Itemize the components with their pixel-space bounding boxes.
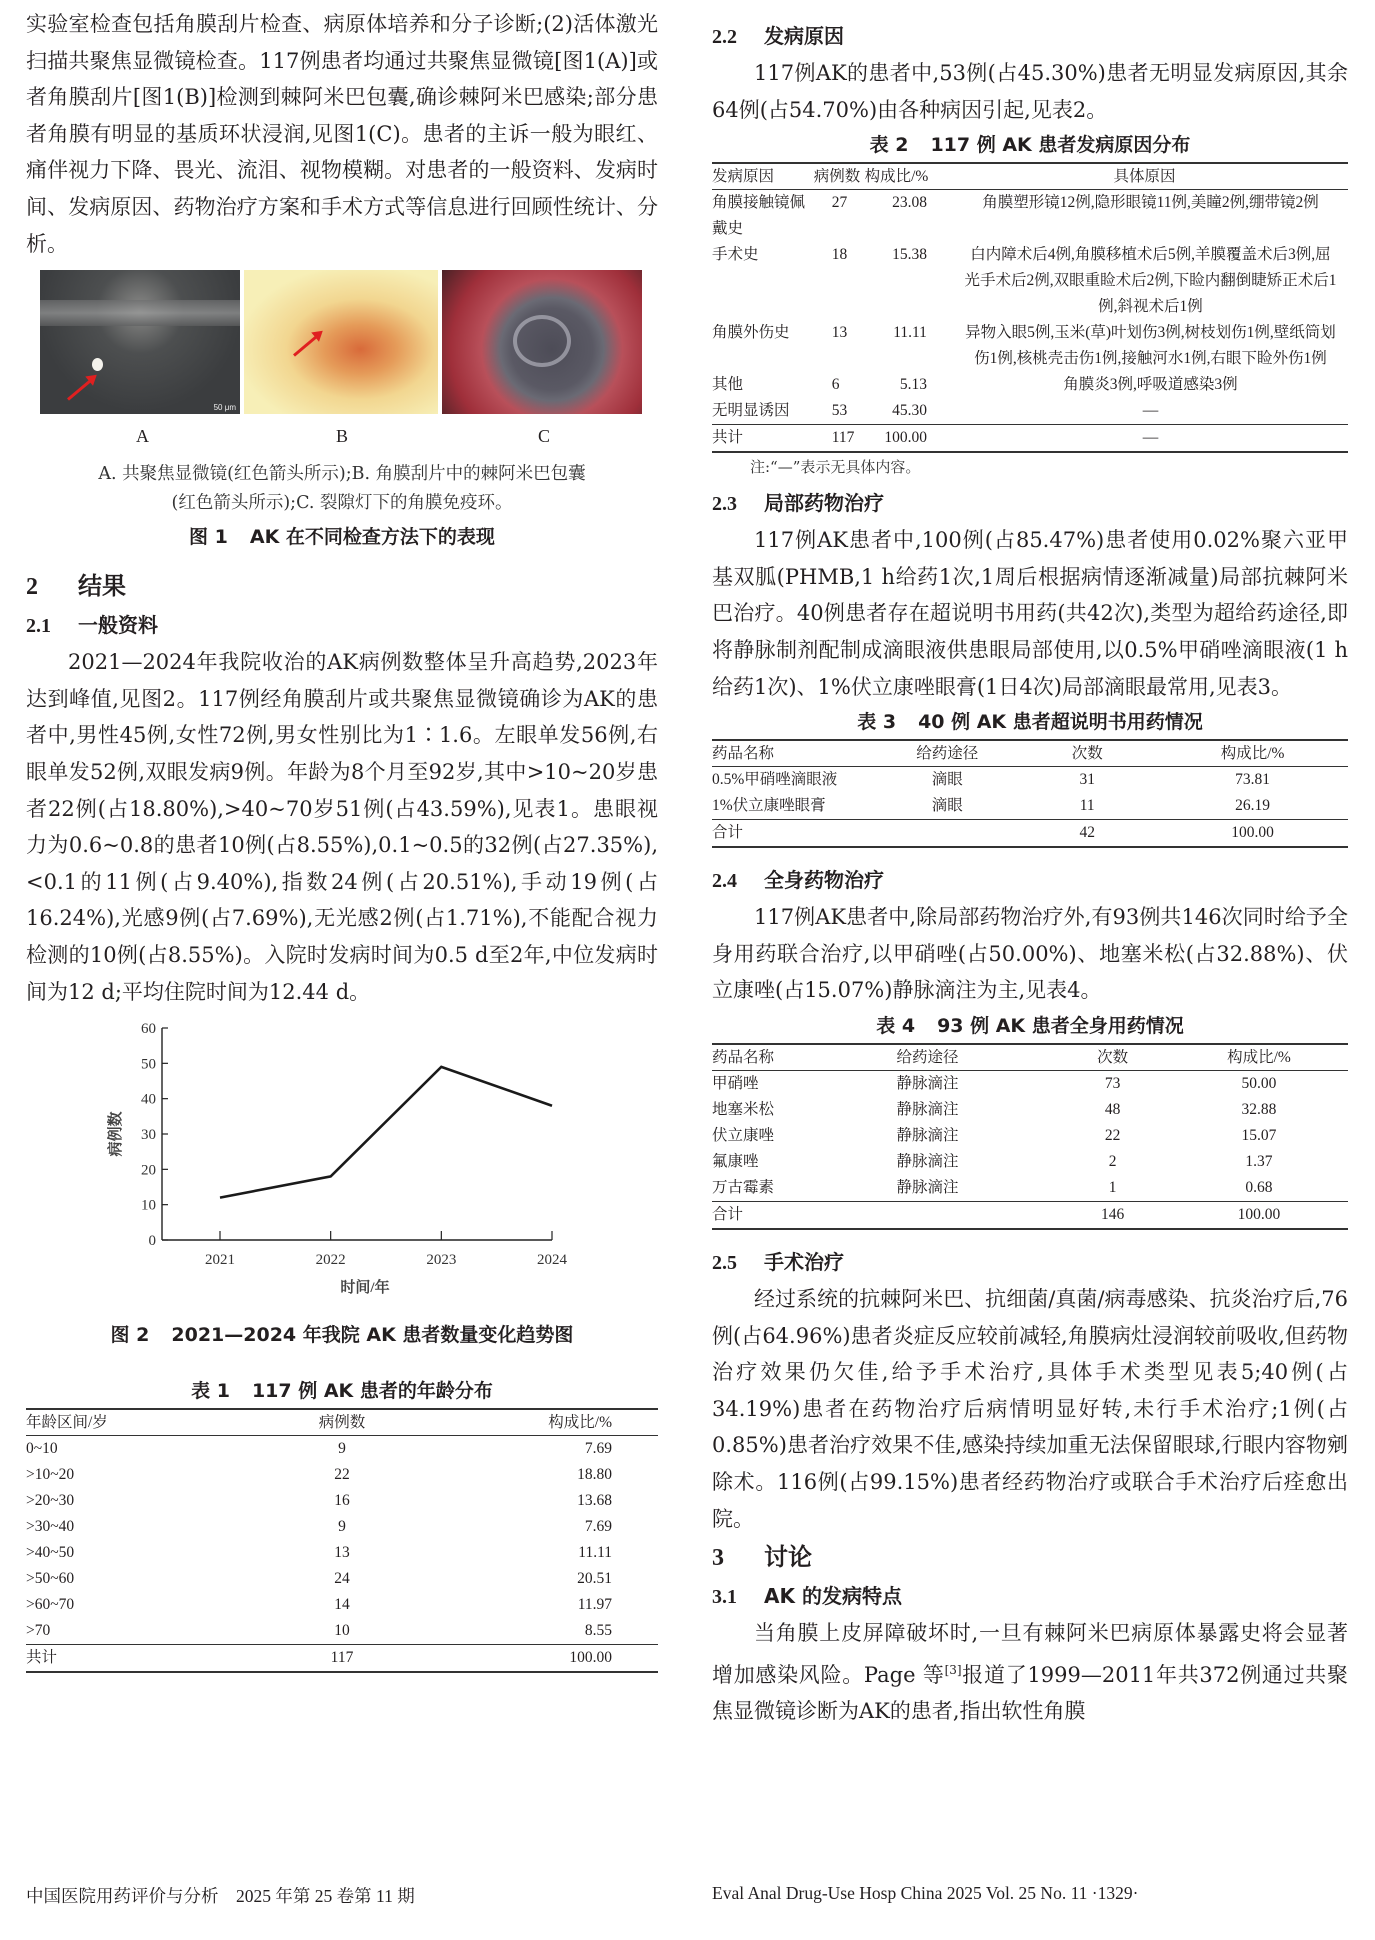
cell-drug: 合计 [712, 824, 744, 842]
cell-route: 静脉滴注 [896, 1152, 959, 1170]
table-1-caption [26, 1374, 658, 1408]
cell-route: 滴眼 [931, 797, 963, 815]
scale-bar: 50 μm [213, 403, 236, 413]
section-2-heading [26, 566, 658, 607]
cyst-marker [92, 358, 103, 371]
header-drug: 药品名称 [712, 745, 775, 763]
cell-percent: 13.68 [577, 1492, 612, 1510]
red-arrow-icon [67, 377, 95, 401]
cell-percent: 7.69 [584, 1518, 612, 1536]
cell-cause: 角膜外伤史 [712, 324, 790, 342]
figure-1-caption-text: AK 在不同检查方法下的表现 [249, 526, 495, 549]
figure-1 [26, 270, 658, 416]
x-tick-label: 2022 [315, 1252, 346, 1269]
table-row [712, 190, 1348, 243]
table-1-caption-num: 表 1 [191, 1380, 230, 1403]
cell-drug: 合计 [712, 1205, 744, 1223]
series-line [220, 1067, 552, 1198]
citation-link[interactable]: [3] [944, 1662, 962, 1677]
x-axis-label: 时间/年 [340, 1280, 390, 1297]
section-number: 2.2 [712, 26, 737, 48]
footer-journal-en: Eval Anal Drug-Use Hosp China 2025 Vol. 25 No. 11 ·1329· [712, 1883, 1139, 1903]
figure-2-caption-text: 2021—2024 年我院 AK 患者数量变化趋势图 [171, 1324, 574, 1347]
cell-percent: 11.11 [578, 1544, 612, 1562]
section-title: 发病原因 [764, 24, 844, 48]
table-4-caption [712, 1009, 1348, 1043]
cell-drug: 0.5%甲硝唑滴眼液 [712, 771, 838, 789]
table-row [712, 320, 1348, 372]
red-arrow-icon [293, 333, 321, 357]
section-title: 全身药物治疗 [764, 868, 884, 893]
cell-specific-cause: — [1142, 429, 1159, 447]
cell-cases: 6 [831, 376, 840, 394]
table-row [712, 1123, 1348, 1149]
header-percent: 构成比/% [864, 168, 929, 186]
table-4-systemic [712, 1043, 1348, 1230]
header-percent: 构成比/% [1220, 745, 1285, 763]
figure-1a-confocal-image [40, 270, 240, 414]
table-4-caption-num: 表 4 [876, 1014, 916, 1037]
panel-label-c: C [538, 426, 551, 447]
header-route: 给药途径 [916, 745, 979, 763]
figure-1-caption-num: 图 1 [189, 526, 228, 549]
table-2-caption-num: 表 2 [869, 134, 909, 157]
table-4-caption-text: 93 例 AK 患者全身用药情况 [937, 1014, 1184, 1037]
cell-cases: 117 [330, 1649, 354, 1667]
paragraph-3-1 [712, 1615, 1348, 1730]
cell-specific-cause: 角膜炎3例,呼吸道感染3例 [1063, 376, 1238, 394]
paragraph-2-1: 2021—2024年我院收治的AK病例数整体呈升高趋势,2023年达到峰值,见图2。117例经角膜刮片或共聚焦显微镜确诊为AK的患者中,男性45例,女性72例,男女性别比为1∶1.6。左眼单发56例,右眼单发52例,双眼发病9例。年龄为8个月至92岁,其中>10~20岁患者22例(占18.80%),>40~70岁51例(占43.59%),见表1。患眼视力为0.6~0.8的患者10例(占8.55%),0.1~0.5的32例(占27.35%),<0.1的11例(占9.40%),指数24例(占20.51%),手动19例(占16.24%),光感9例(占7.69%),无光感2例(占1.71%),不能配合视力检测的10例(占8.55%)。入院时发病时间为0.5 d至2年,中位发病时间为12 d;平均住院时间为12.44 d。 [26, 650, 658, 1004]
y-tick-label: 50 [141, 1056, 156, 1073]
cell-route: 滴眼 [931, 771, 963, 789]
header-count: 次数 [1097, 1048, 1129, 1066]
cell-age-range: >70 [26, 1622, 51, 1640]
figure-1b-scraping-image [244, 270, 438, 414]
cell-percent: 100.00 [884, 429, 927, 447]
section-number: 2.1 [26, 615, 51, 638]
cell-count: 31 [1079, 771, 1095, 789]
table-3-caption [712, 705, 1348, 739]
cell-drug: 地塞米松 [712, 1100, 775, 1118]
paragraph-2-5: 经过系统的抗棘阿米巴、抗细菌/真菌/病毒感染、抗炎治疗后,76例(占64.96%)患者炎症反应较前减轻,角膜病灶浸润较前吸收,但药物治疗效果仍欠佳,给予手术治疗,具体手术类型见表5;40例(占34.19%)患者在药物治疗后病情明显好转,未行手术治疗;1例(占0.85%)患者治疗效果不佳,感染持续加重无法保留眼球,行眼内容物剜除术。116例(占99.15%)患者经药物治疗或联合手术治疗后痊愈出院。 [712, 1286, 1348, 1531]
cell-percent: 8.55 [584, 1622, 612, 1640]
cell-cases: 13 [831, 324, 848, 342]
section-3-1-heading [712, 1578, 1348, 1615]
cell-cause: 共计 [712, 429, 744, 447]
paragraph-text: 报道了1999—2011年共372例通过共聚焦显微镜诊断为AK的患者,指出软性角膜 [712, 1662, 1348, 1724]
y-axis-label: 病例数 [108, 1111, 124, 1157]
cell-percent: 7.69 [584, 1440, 612, 1458]
y-tick-label: 20 [141, 1162, 156, 1179]
table-row [26, 1618, 658, 1645]
section-title: 讨论 [764, 1543, 812, 1572]
y-tick-label: 40 [141, 1091, 156, 1108]
table-row [712, 242, 1348, 320]
cell-percent: 100.00 [1237, 1205, 1281, 1223]
cell-percent: 0.68 [1245, 1178, 1273, 1196]
cell-specific-cause: 异物入眼5例,玉米(草)叶划伤3例,树枝划伤1例,壁纸筒划伤1例,核桃壳击伤1例,接触河水1例,右眼下睑外伤1例 [965, 324, 1336, 368]
section-3-heading [712, 1537, 1348, 1578]
figure-2-caption-num: 图 2 [110, 1324, 150, 1347]
cell-cases: 9 [338, 1518, 346, 1536]
cell-cases: 10 [334, 1622, 350, 1640]
header-cause: 发病原因 [712, 168, 775, 186]
cell-count: 146 [1101, 1205, 1125, 1223]
table-2-note: 注:“—”表示无具体内容。 [750, 458, 921, 477]
table-row [712, 372, 1348, 398]
cell-count: 48 [1104, 1100, 1121, 1118]
cell-cases: 22 [334, 1466, 350, 1484]
paragraph-2-2: 117例AK的患者中,53例(占45.30%)患者无明显发病原因,其余64例(占54.70%)由各种病因引起,见表2。 [712, 61, 1348, 122]
cell-drug: 伏立康唑 [712, 1126, 775, 1144]
right-column [712, 6, 1348, 1730]
section-2-5-heading [712, 1244, 1348, 1281]
cell-percent: 50.00 [1241, 1074, 1277, 1092]
table-2-causes [712, 162, 1348, 453]
cell-drug: 1%伏立康唑眼膏 [712, 797, 826, 815]
section-2-2-heading [712, 18, 1348, 55]
footer-journal-cn: 中国医院用药评价与分析 2025 年第 25 卷第 11 期 [26, 1886, 415, 1906]
table-row [712, 767, 1348, 794]
cell-percent: 73.81 [1235, 771, 1271, 789]
cell-cases: 27 [831, 194, 848, 212]
cell-age-range: >60~70 [26, 1596, 75, 1614]
cell-cause: 其他 [712, 376, 744, 394]
figure-1-panel-labels [26, 416, 658, 456]
cell-count: 42 [1079, 824, 1095, 842]
cell-specific-cause: 角膜塑形镜12例,隐形眼镜11例,美瞳2例,绷带镜2例 [982, 194, 1319, 212]
cell-percent: 1.37 [1245, 1152, 1273, 1170]
header-drug: 药品名称 [712, 1048, 775, 1066]
table-1-age-distribution [26, 1408, 658, 1673]
table-1-caption-text: 117 例 AK 患者的年龄分布 [251, 1380, 493, 1403]
cell-percent: 100.00 [569, 1649, 612, 1667]
figure-1-note-line2: (红色箭头所示);C. 裂隙灯下的角膜免疫环。 [171, 493, 513, 514]
figure-2-caption [26, 1318, 658, 1352]
cell-percent: 20.51 [577, 1570, 612, 1588]
table-row [712, 1070, 1348, 1097]
cell-percent: 32.88 [1241, 1100, 1277, 1118]
cell-cases: 18 [831, 246, 848, 264]
section-2-3-heading [712, 485, 1348, 522]
cell-percent: 100.00 [1231, 824, 1274, 842]
cell-count: 1 [1108, 1178, 1117, 1196]
cell-percent: 5.13 [899, 376, 927, 394]
table-header-row [712, 740, 1348, 767]
section-number: 3.1 [712, 1586, 737, 1609]
line-chart [26, 1014, 658, 1314]
cell-route [877, 820, 1017, 848]
cell-drug: 万古霉素 [712, 1178, 775, 1196]
paragraph-text: 当角膜上皮屏障破坏时,一旦有棘阿米巴病原体暴露史将会显著增加感染风险。Page 等 [712, 1621, 1348, 1687]
table-total-row [26, 1645, 658, 1673]
cell-age-range: >30~40 [26, 1518, 75, 1536]
header-percent: 构成比/% [1227, 1048, 1291, 1066]
cell-cases: 16 [334, 1492, 350, 1510]
cell-cases: 24 [334, 1570, 350, 1588]
section-number: 2.3 [712, 493, 737, 516]
table-row [26, 1462, 658, 1488]
figure-2 [26, 1014, 658, 1314]
cell-percent: 15.38 [892, 246, 927, 264]
section-number: 3 [712, 1545, 724, 1572]
section-title: 结果 [78, 572, 126, 601]
table-header-row [26, 1409, 658, 1436]
table-row [26, 1592, 658, 1618]
header-count: 次数 [1071, 745, 1103, 763]
section-title: 局部药物治疗 [764, 491, 884, 516]
cell-count: 2 [1108, 1152, 1117, 1170]
figure-1c-slit-lamp-image [442, 270, 642, 414]
cell-cases: 53 [831, 402, 848, 420]
table-row [712, 398, 1348, 425]
cell-route [896, 1201, 1055, 1229]
cell-age-range: >20~30 [26, 1492, 75, 1510]
section-number: 2.5 [712, 1251, 737, 1274]
paragraph-2-4: 117例AK患者中,除局部药物治疗外,有93例共146次同时给予全身用药联合治疗,以甲硝唑(占50.00%)、地塞米松(占32.88%)、伏立康唑(占15.07%)静脉滴注为主,见表4。 [712, 905, 1348, 1003]
cell-cause: 角膜接触镜佩戴史 [712, 194, 806, 238]
cell-route: 静脉滴注 [896, 1178, 959, 1196]
cell-drug: 氟康唑 [712, 1152, 759, 1170]
figure-1-note-line1: A. 共聚焦显微镜(红色箭头所示);B. 角膜刮片中的棘阿米巴包囊 [98, 464, 586, 485]
header-percent: 构成比/% [548, 1414, 612, 1432]
header-route: 给药途径 [896, 1048, 959, 1066]
table-total-row [712, 1201, 1348, 1229]
table-row [712, 1097, 1348, 1123]
panel-label-b: B [336, 426, 349, 447]
cell-specific-cause: — [1142, 402, 1159, 420]
x-tick-label: 2023 [426, 1252, 457, 1269]
section-2-4-heading [712, 862, 1348, 899]
table-3-caption-num: 表 3 [857, 711, 897, 734]
cell-count: 73 [1104, 1074, 1121, 1092]
cell-count: 11 [1079, 797, 1095, 815]
cell-age-range: >10~20 [26, 1466, 75, 1484]
header-cases: 病例数 [318, 1414, 366, 1432]
table-row [26, 1566, 658, 1592]
y-tick-label: 30 [141, 1127, 156, 1144]
cell-percent: 11.97 [577, 1596, 612, 1614]
cell-cases: 117 [831, 429, 855, 447]
left-column [26, 6, 658, 1673]
cell-age-range: 共计 [26, 1649, 58, 1667]
cell-cases: 14 [334, 1596, 350, 1614]
cell-percent: 15.07 [1241, 1126, 1277, 1144]
cell-age-range: >40~50 [26, 1544, 75, 1562]
cell-percent: 23.08 [892, 194, 927, 212]
section-2-1-heading [26, 607, 658, 644]
cell-drug: 甲硝唑 [712, 1074, 759, 1092]
section-title: AK 的发病特点 [764, 1584, 902, 1609]
intro-paragraph: 实验室检查包括角膜刮片检查、病原体培养和分子诊断;(2)活体激光扫描共聚焦显微镜检查。117例患者均通过共聚焦显微镜[图1(A)]或者角膜刮片[图1(B)]检测到棘阿米巴包囊,确诊棘阿米巴感染;部分患者角膜有明显的基质环状浸润,见图1(C)。患者的主诉一般为眼红、痛伴视力下降、畏光、流泪、视物模糊。对患者的一般资料、发病时间、发病原因、药物治疗方案和手术方式等信息进行回顾性统计、分析。 [26, 12, 658, 256]
cell-percent: 11.11 [893, 324, 927, 342]
table-3-off-label [712, 739, 1348, 848]
table-row [26, 1436, 658, 1463]
table-total-row [712, 425, 1348, 453]
cell-percent: 26.19 [1235, 797, 1271, 815]
table-row [26, 1488, 658, 1514]
header-cases: 病例数 [813, 168, 861, 186]
header-age-range: 年龄区间/岁 [26, 1414, 108, 1432]
y-tick-label: 60 [141, 1021, 156, 1038]
cell-route: 静脉滴注 [896, 1126, 959, 1144]
section-number: 2 [26, 574, 38, 601]
cell-age-range: 0~10 [26, 1440, 58, 1458]
y-tick-label: 10 [141, 1197, 156, 1214]
table-row [712, 1149, 1348, 1175]
x-tick-label: 2024 [537, 1252, 567, 1269]
cell-cause: 手术史 [712, 246, 759, 264]
table-row [26, 1514, 658, 1540]
table-row [26, 1540, 658, 1566]
y-tick-label: 0 [148, 1233, 156, 1250]
table-header-row [712, 1044, 1348, 1071]
header-specific-cause: 具体原因 [1113, 168, 1176, 186]
cell-age-range: >50~60 [26, 1570, 75, 1588]
cell-percent: 45.30 [892, 402, 927, 420]
table-total-row [712, 820, 1348, 848]
cell-cases: 9 [338, 1440, 346, 1458]
cell-route: 静脉滴注 [896, 1100, 959, 1118]
cell-specific-cause: 白内障术后4例,角膜移植术后5例,羊膜覆盖术后3例,屈光手术后2例,双眼重睑术后2例,下睑内翻倒睫矫正术后1例,斜视术后1例 [964, 246, 1337, 316]
table-row [712, 793, 1348, 820]
table-row [712, 1175, 1348, 1202]
figure-1-caption [26, 520, 658, 554]
x-tick-label: 2021 [205, 1252, 235, 1269]
cell-count: 22 [1104, 1126, 1121, 1144]
table-3-caption-text: 40 例 AK 患者超说明书用药情况 [918, 711, 1203, 734]
paragraph-2-3: 117例AK患者中,100例(占85.47%)患者使用0.02%聚六亚甲基双胍(PHMB,1 h给药1次,1周后根据病情逐渐减量)局部抗棘阿米巴治疗。40例患者存在超说明书用药(共42次),类型为超给药途径,即将静脉制剂配制成滴眼液供患眼局部使用,以0.5%甲硝唑滴眼液(1 h给药1次)、1%伏立康唑眼膏(1日4次)局部滴眼最常用,见表3。 [712, 528, 1348, 699]
section-title: 手术治疗 [764, 1249, 844, 1274]
section-title: 一般资料 [78, 613, 158, 638]
table-2-caption-text: 117 例 AK 患者发病原因分布 [930, 134, 1191, 157]
cell-cause: 无明显诱因 [712, 402, 790, 420]
cell-percent: 18.80 [577, 1466, 612, 1484]
section-number: 2.4 [712, 870, 737, 893]
table-2-caption [712, 128, 1348, 162]
cell-route: 静脉滴注 [896, 1074, 959, 1092]
table-header-row [712, 163, 1348, 190]
cell-cases: 13 [334, 1544, 350, 1562]
panel-label-a: A [136, 426, 149, 447]
